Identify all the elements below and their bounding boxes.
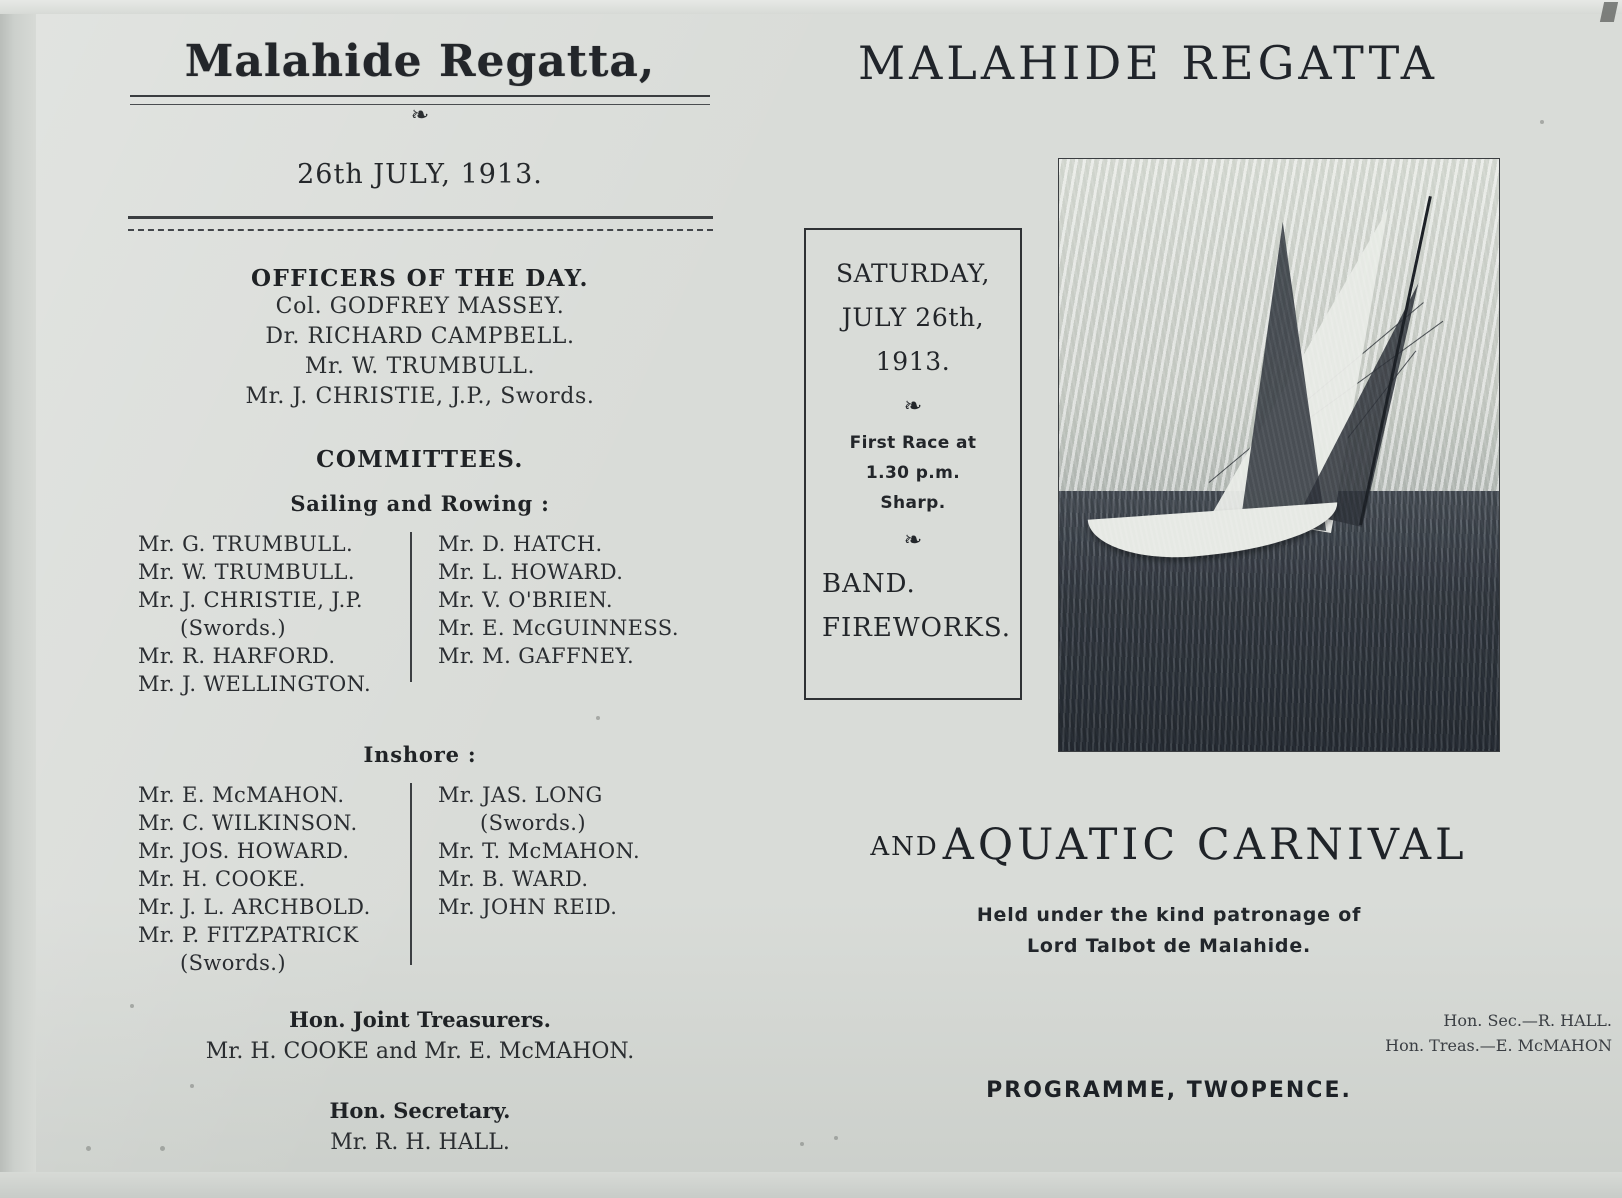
committee-member: Mr. C. WILKINSON. [138,811,358,835]
officer-name: Dr. RICHARD CAMPBELL. [265,324,575,349]
inshore-columns [100,781,740,977]
column-divider [410,783,412,965]
committee-member: Mr. V. O'BRIEN. [438,588,613,612]
committee-member: Mr. L. HOWARD. [438,560,624,584]
page-title-right: MALAHIDE REGATTA [857,36,1439,90]
patronage-line-1: Held under the kind patronage of [976,904,1362,926]
event-year: 1913. [875,347,951,376]
committee-member: Mr. JOS. HOWARD. [138,839,350,863]
hon-sec-line: Hon. Sec.—R. HALL. [1443,1011,1612,1030]
sailing-rowing-column-2 [410,530,710,698]
sailing-rowing-heading: Sailing and Rowing : [290,491,550,516]
committee-member: Mr. B. WARD. [438,867,589,891]
event-date: 26th JULY, 1913. [297,159,543,190]
committee-member: Mr. J. WELLINGTON. [138,672,372,696]
and-word: AND [870,832,939,862]
event-month-day: JULY 26th, [841,303,985,332]
fleuron-ornament: ❧ [410,103,430,128]
sailing-rowing-columns [100,530,740,698]
committee-member: Mr. H. COOKE. [138,867,306,891]
secretary-heading: Hon. Secretary. [329,1098,511,1123]
first-race-line-1: First Race at [849,433,977,453]
right-page-panel [800,0,1620,1198]
sailing-rowing-column-1 [138,530,410,698]
band-label: BAND. [822,569,916,599]
committee-member: Mr. G. TRUMBULL. [138,532,354,556]
patronage-block [834,900,1504,962]
committee-member: Mr. W. TRUMBULL. [138,560,355,584]
inshore-column-2 [410,781,710,977]
committee-member: Mr. T. McMAHON. [438,839,641,863]
scan-edge-left [0,0,36,1198]
paper-speck [86,1146,91,1151]
treasurers-names: Mr. H. COOKE and Mr. E. McMAHON. [205,1039,635,1064]
committee-member-note: (Swords.) [480,811,586,835]
aquatic-carnival-line [834,820,1504,870]
officials-signature-block [1252,1008,1612,1058]
committee-member: Mr. J. L. ARCHBOLD. [138,895,371,919]
officer-name: Mr. J. CHRISTIE, J.P., Swords. [245,384,595,409]
event-day: SATURDAY, [835,259,991,288]
inshore-heading: Inshore : [363,742,477,767]
committee-member: Mr. JAS. LONG [438,783,603,807]
programme-price: PROGRAMME, TWOPENCE. [986,1078,1352,1103]
committee-member-note: (Swords.) [180,951,286,975]
spacer [100,698,740,724]
officer-name: Mr. W. TRUMBULL. [304,354,536,379]
fireworks-label: FIREWORKS. [822,613,1012,643]
photo-grain-overlay [1059,159,1499,751]
fleuron-ornament-bottom: ❧ [903,528,923,553]
yacht-photograph [1058,158,1500,752]
committee-member: Mr. D. HATCH. [438,532,603,556]
committee-member: Mr. R. HARFORD. [138,644,336,668]
ornate-rule [128,216,713,231]
hon-treas-line: Hon. Treas.—E. McMAHON [1385,1036,1612,1055]
committee-member: Mr. E. McGUINNESS. [438,616,679,640]
officer-name: Col. GODFREY MASSEY. [275,294,565,319]
committee-member: Mr. JOHN REID. [438,895,618,919]
committee-member: Mr. P. FITZPATRICK [138,923,359,947]
first-race-line-2: 1.30 p.m. [865,463,961,483]
committee-member: Mr. M. GAFFNEY. [438,644,635,668]
aquatic-carnival-title: AQUATIC CARNIVAL [942,820,1468,870]
fleuron-ornament-top: ❧ [903,394,923,419]
first-race-line-3: Sharp. [880,493,946,513]
page-title-left: Malahide Regatta, [184,36,656,87]
patronage-line-2: Lord Talbot de Malahide. [1026,935,1312,957]
officers-heading: OFFICERS OF THE DAY. [251,265,589,292]
inshore-column-1 [138,781,410,977]
committee-member: Mr. J. CHRISTIE, J.P. [138,588,363,612]
treasurers-heading: Hon. Joint Treasurers. [289,1007,551,1032]
left-page-panel [100,18,740,1159]
column-divider [410,532,412,682]
event-details-box [804,228,1022,700]
secretary-name: Mr. R. H. HALL. [330,1130,510,1155]
committee-member-note: (Swords.) [180,616,286,640]
committees-heading: COMMITTEES. [316,446,524,473]
committee-member: Mr. E. McMAHON. [138,783,345,807]
